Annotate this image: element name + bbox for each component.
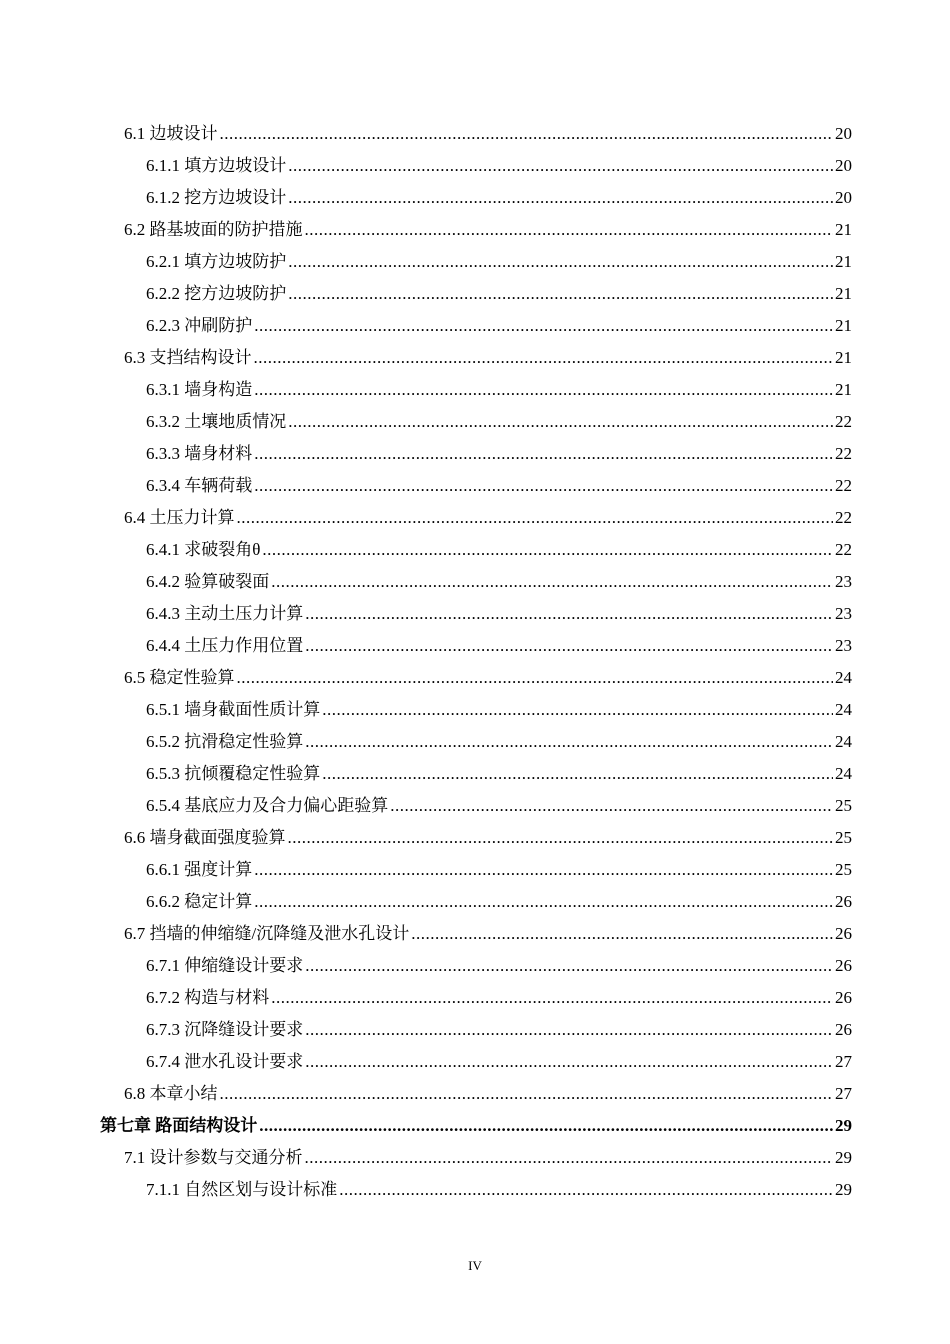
dot-leader: [254, 886, 833, 918]
dot-leader: [339, 1174, 833, 1206]
toc-entry-page: 27: [835, 1084, 852, 1103]
toc-entry-label: 6.7 挡墙的伸缩缝/沉降缝及泄水孔设计: [124, 924, 410, 943]
toc-entry-label: 6.4.3 主动土压力计算: [146, 604, 304, 623]
toc-entry-label: 6.3.1 墙身构造: [146, 380, 253, 399]
dot-leader: [288, 278, 833, 310]
toc-entry-page: 24: [835, 700, 852, 719]
toc-entry-page: 29: [835, 1180, 852, 1199]
toc-entry-label: 6.1.2 挖方边坡设计: [146, 188, 287, 207]
dot-leader: [305, 1014, 833, 1046]
toc-entry[interactable]: [100, 822, 852, 854]
toc-entry-label: 6.5.4 基底应力及合力偏心距验算: [146, 796, 389, 815]
toc-entry-page: 22: [835, 540, 852, 559]
toc-entry-page: 21: [835, 252, 852, 271]
toc-entry[interactable]: [100, 214, 852, 246]
dot-leader: [259, 1110, 833, 1142]
toc-entry-page: 21: [835, 380, 852, 399]
dot-leader: [288, 182, 833, 214]
table-of-contents: [100, 118, 852, 1206]
toc-entry-page: 21: [835, 220, 852, 239]
toc-entry-label: 6.2.1 填方边坡防护: [146, 252, 287, 271]
toc-entry-page: 25: [835, 828, 852, 847]
toc-entry-page: 21: [835, 348, 852, 367]
dot-leader: [288, 822, 834, 854]
toc-entry[interactable]: [100, 470, 852, 502]
toc-entry-label: 6.4 土压力计算: [124, 508, 235, 527]
toc-entry[interactable]: [100, 598, 852, 630]
toc-entry[interactable]: [100, 694, 852, 726]
toc-entry-page: 23: [835, 636, 852, 655]
toc-entry[interactable]: [100, 246, 852, 278]
toc-entry-label: 6.5.2 抗滑稳定性验算: [146, 732, 304, 751]
toc-entry[interactable]: [100, 950, 852, 982]
dot-leader: [237, 662, 834, 694]
toc-entry-page: 22: [835, 444, 852, 463]
toc-entry[interactable]: [100, 534, 852, 566]
toc-entry[interactable]: [100, 1174, 852, 1206]
toc-entry[interactable]: [100, 790, 852, 822]
dot-leader: [288, 150, 833, 182]
toc-entry[interactable]: [100, 982, 852, 1014]
dot-leader: [254, 438, 833, 470]
dot-leader: [411, 918, 833, 950]
toc-entry[interactable]: [100, 150, 852, 182]
toc-entry-label: 6.6 墙身截面强度验算: [124, 828, 286, 847]
toc-entry-page: 20: [835, 156, 852, 175]
toc-entry[interactable]: [100, 310, 852, 342]
toc-entry[interactable]: [100, 278, 852, 310]
dot-leader: [322, 694, 833, 726]
toc-entry-label: 6.4.1 求破裂角θ: [146, 540, 261, 559]
toc-entry-label: 6.3 支挡结构设计: [124, 348, 252, 367]
toc-entry[interactable]: [100, 726, 852, 758]
toc-entry-page: 29: [835, 1148, 852, 1167]
toc-entry-label: 6.3.2 土壤地质情况: [146, 412, 287, 431]
toc-entry-label: 6.4.4 土压力作用位置: [146, 636, 304, 655]
toc-entry-label: 6.5.3 抗倾覆稳定性验算: [146, 764, 321, 783]
toc-entry[interactable]: [100, 1110, 852, 1142]
toc-entry[interactable]: [100, 438, 852, 470]
toc-entry-page: 25: [835, 796, 852, 815]
toc-entry-label: 6.3.3 墙身材料: [146, 444, 253, 463]
toc-entry-page: 26: [835, 988, 852, 1007]
toc-entry[interactable]: [100, 118, 852, 150]
dot-leader: [305, 1046, 833, 1078]
toc-entry-page: 27: [835, 1052, 852, 1071]
toc-entry-page: 20: [835, 188, 852, 207]
dot-leader: [305, 214, 834, 246]
dot-leader: [254, 854, 833, 886]
toc-entry-page: 26: [835, 924, 852, 943]
toc-entry-label: 6.7.1 伸缩缝设计要求: [146, 956, 304, 975]
toc-entry-page: 24: [835, 764, 852, 783]
dot-leader: [271, 982, 833, 1014]
toc-entry[interactable]: [100, 182, 852, 214]
toc-entry-page: 24: [835, 732, 852, 751]
toc-entry[interactable]: [100, 1014, 852, 1046]
dot-leader: [305, 630, 833, 662]
toc-entry-label: 6.1.1 填方边坡设计: [146, 156, 287, 175]
dot-leader: [254, 374, 833, 406]
toc-entry[interactable]: [100, 1078, 852, 1110]
toc-entry[interactable]: [100, 374, 852, 406]
toc-entry-page: 26: [835, 956, 852, 975]
toc-entry-label: 6.5.1 墙身截面性质计算: [146, 700, 321, 719]
toc-entry-page: 23: [835, 572, 852, 591]
toc-entry[interactable]: [100, 566, 852, 598]
toc-entry[interactable]: [100, 918, 852, 950]
dot-leader: [305, 1142, 834, 1174]
toc-entry-page: 26: [835, 892, 852, 911]
toc-entry-label: 7.1 设计参数与交通分析: [124, 1148, 303, 1167]
toc-entry-label: 6.4.2 验算破裂面: [146, 572, 270, 591]
toc-entry-page: 21: [835, 316, 852, 335]
toc-entry-page: 24: [835, 668, 852, 687]
toc-entry-page: 22: [835, 476, 852, 495]
toc-entry[interactable]: [100, 1046, 852, 1078]
toc-entry-page: 22: [835, 508, 852, 527]
toc-entry-page: 21: [835, 284, 852, 303]
toc-entry[interactable]: [100, 758, 852, 790]
dot-leader: [220, 1078, 834, 1110]
dot-leader: [305, 726, 833, 758]
dot-leader: [322, 758, 833, 790]
dot-leader: [305, 950, 833, 982]
toc-entry-label: 6.7.4 泄水孔设计要求: [146, 1052, 304, 1071]
dot-leader: [262, 534, 833, 566]
toc-entry[interactable]: [100, 662, 852, 694]
dot-leader: [254, 470, 833, 502]
toc-entry-label: 6.2.3 冲刷防护: [146, 316, 253, 335]
toc-entry-label: 6.6.1 强度计算: [146, 860, 253, 879]
toc-entry-label: 6.3.4 车辆荷载: [146, 476, 253, 495]
toc-entry-label: 7.1.1 自然区划与设计标准: [146, 1180, 338, 1199]
toc-entry-page: 29: [835, 1116, 852, 1135]
dot-leader: [254, 342, 834, 374]
toc-entry-page: 23: [835, 604, 852, 623]
toc-entry[interactable]: [100, 630, 852, 662]
dot-leader: [390, 790, 833, 822]
dot-leader: [271, 566, 833, 598]
toc-entry-label: 6.5 稳定性验算: [124, 668, 235, 687]
dot-leader: [254, 310, 833, 342]
toc-entry-label: 6.1 边坡设计: [124, 124, 218, 143]
toc-entry-label: 6.7.2 构造与材料: [146, 988, 270, 1007]
toc-entry[interactable]: [100, 886, 852, 918]
toc-entry-label: 6.2 路基坡面的防护措施: [124, 220, 303, 239]
toc-entry-label: 6.8 本章小结: [124, 1084, 218, 1103]
toc-entry[interactable]: [100, 502, 852, 534]
toc-entry-label: 6.2.2 挖方边坡防护: [146, 284, 287, 303]
toc-entry-page: 26: [835, 1020, 852, 1039]
toc-entry-page: 25: [835, 860, 852, 879]
toc-entry-label: 6.6.2 稳定计算: [146, 892, 253, 911]
dot-leader: [220, 118, 834, 150]
dot-leader: [288, 246, 833, 278]
toc-entry[interactable]: [100, 854, 852, 886]
toc-entry[interactable]: [100, 342, 852, 374]
dot-leader: [288, 406, 833, 438]
toc-entry-page: 22: [835, 412, 852, 431]
page-number: IV: [468, 1258, 482, 1273]
toc-entry-label: 6.7.3 沉降缝设计要求: [146, 1020, 304, 1039]
dot-leader: [237, 502, 834, 534]
toc-entry-page: 20: [835, 124, 852, 143]
toc-entry[interactable]: [100, 1142, 852, 1174]
toc-entry-label: 第七章 路面结构设计: [100, 1116, 258, 1135]
dot-leader: [305, 598, 833, 630]
toc-entry[interactable]: [100, 406, 852, 438]
